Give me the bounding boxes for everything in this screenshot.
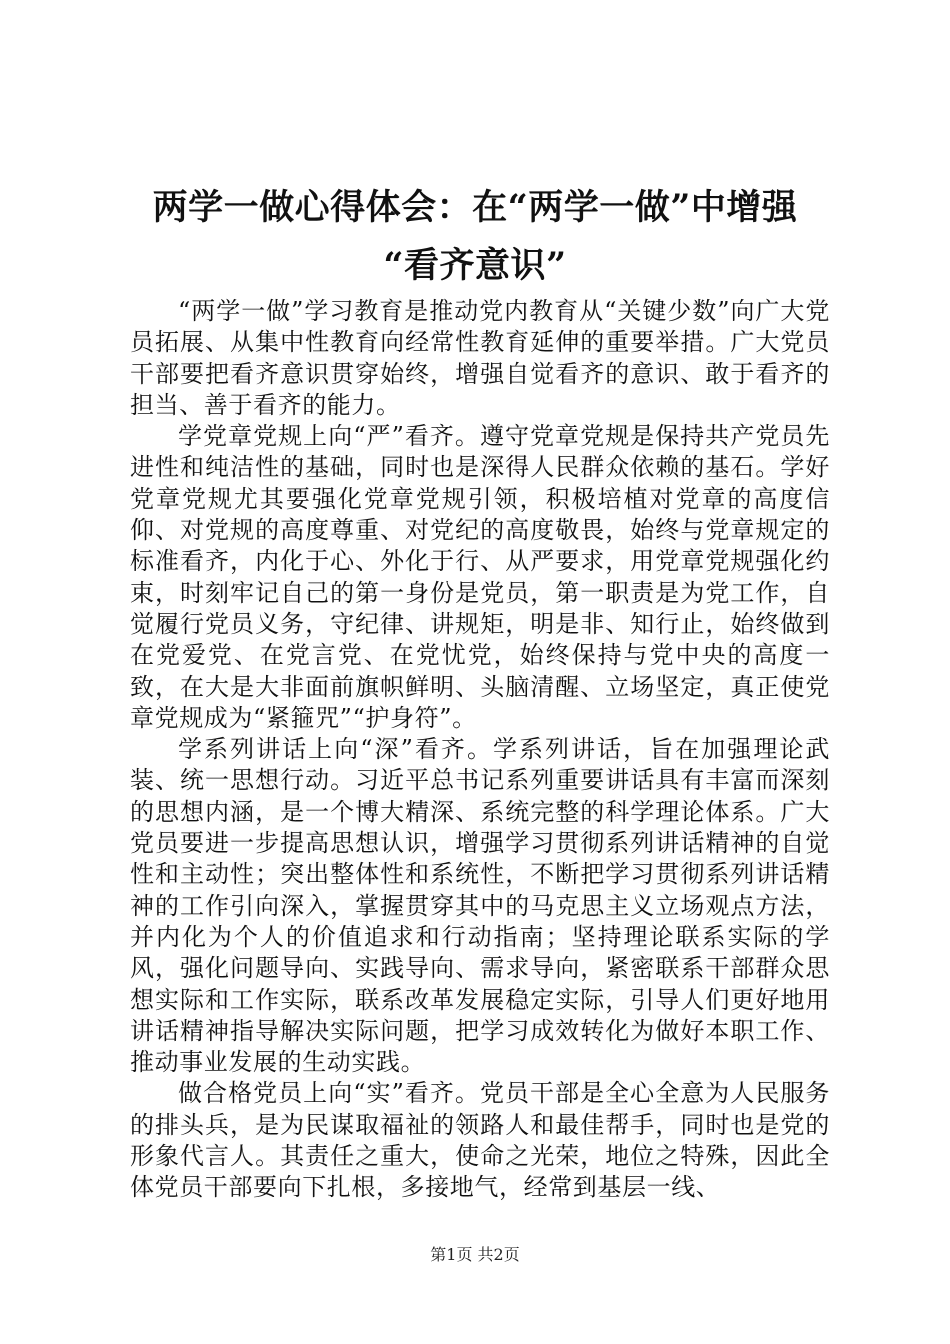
paragraph-qualified-member: 做合格党员上向“实”看齐。党员干部是全心全意为人民服务的排头兵，是为民谋取福祉的领路人和最佳帮手，同时也是党的形象代言人。其责任之重大，使命之光荣，地位之特殊，因此全体党员干部要向下扎根，多接地气，经常到基层一线、 [130, 1079, 830, 1202]
document-title-line-1: 两学一做心得体会：在“两学一做”中增强 [152, 187, 798, 228]
paragraph-speeches: 学系列讲话上向“深”看齐。学系列讲话，旨在加强理论武装、统一思想行动。习近平总书记系列重要讲话具有丰富而深刻的思想内涵，是一个博大精深、系统完整的科学理论体系。广大党员要进一步提高思想认识，增强学习贯彻系列讲话精神的自觉性和主动性；突出整体性和系统性，不断把学习贯彻系列讲话精神的工作引向深入，掌握贯穿其中的马克思主义立场观点方法，并内化为个人的价值追求和行动指南；坚持理论联系实际的学风，强化问题导向、实践导向、需求导向，紧密联系干部群众思想实际和工作实际，联系改革发展稳定实际，引导人们更好地用讲话精神指导解决实际问题，把学习成效转化为做好本职工作、推动事业发展的生动实践。 [130, 735, 830, 1077]
document-body [130, 296, 830, 1204]
document-title-line-2: “看齐意识” [383, 245, 567, 286]
page-number-footer: 第1页 共2页 [430, 1245, 520, 1264]
paragraph-party-rules: 学党章党规上向“严”看齐。遵守党章党规是保持共产党员先进性和纯洁性的基础，同时也是深得人民群众依赖的基石。学好党章党规尤其要强化党章党规引领，积极培植对党章的高度信仰、对党规的高度尊重、对党纪的高度敬畏，始终与党章规定的标准看齐，内化于心、外化于行、从严要求，用党章党规强化约束，时刻牢记自己的第一身份是党员，第一职责是为党工作，自觉履行党员义务，守纪律、讲规矩，明是非、知行止，始终做到在党爱党、在党言党、在党忧党，始终保持与党中央的高度一致，在大是大非面前旗帜鲜明、头脑清醒、立场坚定，真正使党章党规成为“紧箍咒”“护身符”。 [130, 422, 830, 732]
paragraph-intro: “两学一做”学习教育是推动党内教育从“关键少数”向广大党员拓展、从集中性教育向经常性教育延伸的重要举措。广大党员干部要把看齐意识贯穿始终，增强自觉看齐的意识、敢于看齐的担当、善于看齐的能力。 [130, 297, 830, 419]
